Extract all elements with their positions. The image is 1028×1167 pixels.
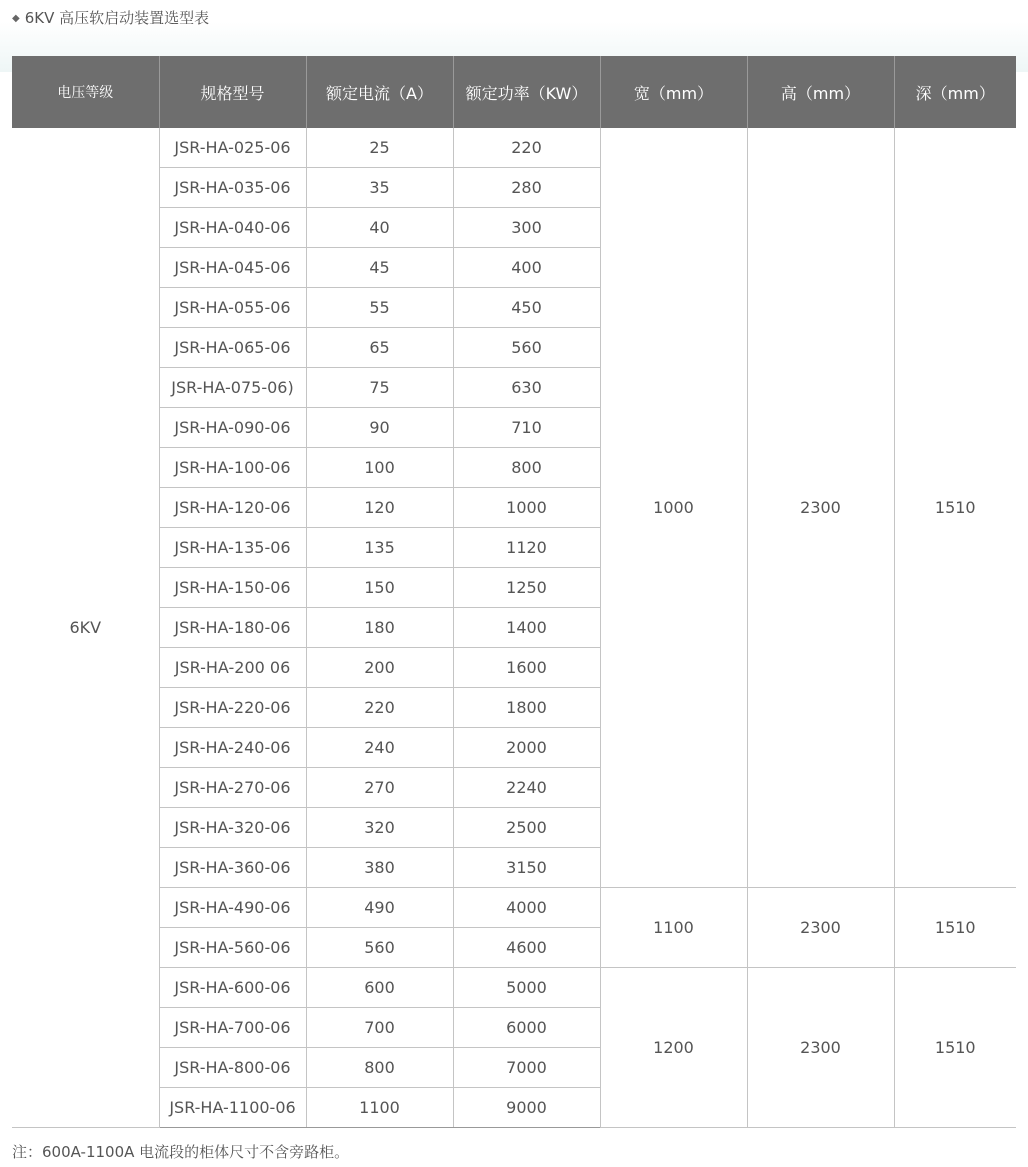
height-cell: 2300 xyxy=(747,968,894,1128)
model-cell: JSR-HA-040-06 xyxy=(159,208,306,248)
current-cell: 560 xyxy=(306,928,453,968)
header-current: 额定电流（A） xyxy=(306,56,453,128)
power-cell: 1400 xyxy=(453,608,600,648)
power-cell: 560 xyxy=(453,328,600,368)
model-cell: JSR-HA-320-06 xyxy=(159,808,306,848)
current-cell: 180 xyxy=(306,608,453,648)
table-row xyxy=(12,968,1016,1008)
power-cell: 1800 xyxy=(453,688,600,728)
model-cell: JSR-HA-035-06 xyxy=(159,168,306,208)
current-cell: 320 xyxy=(306,808,453,848)
header-width: 宽（mm） xyxy=(600,56,747,128)
power-cell: 300 xyxy=(453,208,600,248)
model-cell: JSR-HA-120-06 xyxy=(159,488,306,528)
current-cell: 700 xyxy=(306,1008,453,1048)
current-cell: 65 xyxy=(306,328,453,368)
model-cell: JSR-HA-075-06) xyxy=(159,368,306,408)
model-cell: JSR-HA-045-06 xyxy=(159,248,306,288)
header-model: 规格型号 xyxy=(159,56,306,128)
power-cell: 2000 xyxy=(453,728,600,768)
current-cell: 600 xyxy=(306,968,453,1008)
power-cell: 1600 xyxy=(453,648,600,688)
model-cell: JSR-HA-025-06 xyxy=(159,128,306,168)
current-cell: 25 xyxy=(306,128,453,168)
model-cell: JSR-HA-490-06 xyxy=(159,888,306,928)
page-title-text: 6KV 高压软启动装置选型表 xyxy=(24,9,210,27)
current-cell: 200 xyxy=(306,648,453,688)
current-cell: 220 xyxy=(306,688,453,728)
power-cell: 630 xyxy=(453,368,600,408)
power-cell: 1000 xyxy=(453,488,600,528)
current-cell: 100 xyxy=(306,448,453,488)
power-cell: 4600 xyxy=(453,928,600,968)
model-cell: JSR-HA-700-06 xyxy=(159,1008,306,1048)
current-cell: 75 xyxy=(306,368,453,408)
current-cell: 150 xyxy=(306,568,453,608)
model-cell: JSR-HA-600-06 xyxy=(159,968,306,1008)
model-cell: JSR-HA-150-06 xyxy=(159,568,306,608)
power-cell: 1120 xyxy=(453,528,600,568)
current-cell: 45 xyxy=(306,248,453,288)
model-cell: JSR-HA-055-06 xyxy=(159,288,306,328)
current-cell: 135 xyxy=(306,528,453,568)
width-cell: 1100 xyxy=(600,888,747,968)
current-cell: 490 xyxy=(306,888,453,928)
current-cell: 800 xyxy=(306,1048,453,1088)
model-cell: JSR-HA-560-06 xyxy=(159,928,306,968)
model-cell: JSR-HA-100-06 xyxy=(159,448,306,488)
model-cell: JSR-HA-135-06 xyxy=(159,528,306,568)
current-cell: 35 xyxy=(306,168,453,208)
model-cell: JSR-HA-180-06 xyxy=(159,608,306,648)
power-cell: 710 xyxy=(453,408,600,448)
current-cell: 240 xyxy=(306,728,453,768)
height-cell: 2300 xyxy=(747,128,894,888)
depth-cell: 1510 xyxy=(894,968,1016,1128)
current-cell: 90 xyxy=(306,408,453,448)
spec-table xyxy=(12,56,1016,1128)
power-cell: 220 xyxy=(453,128,600,168)
current-cell: 55 xyxy=(306,288,453,328)
diamond-bullet-icon: ◆ xyxy=(12,13,20,24)
power-cell: 4000 xyxy=(453,888,600,928)
power-cell: 2240 xyxy=(453,768,600,808)
power-cell: 3150 xyxy=(453,848,600,888)
table-row xyxy=(12,888,1016,928)
current-cell: 380 xyxy=(306,848,453,888)
voltage-cell: 6KV xyxy=(12,128,159,1128)
power-cell: 400 xyxy=(453,248,600,288)
table-header xyxy=(12,56,1016,128)
power-cell: 9000 xyxy=(453,1088,600,1128)
current-cell: 40 xyxy=(306,208,453,248)
model-cell: JSR-HA-240-06 xyxy=(159,728,306,768)
power-cell: 2500 xyxy=(453,808,600,848)
model-cell: JSR-HA-200 06 xyxy=(159,648,306,688)
height-cell: 2300 xyxy=(747,888,894,968)
page-title xyxy=(12,8,209,28)
current-cell: 270 xyxy=(306,768,453,808)
depth-cell: 1510 xyxy=(894,128,1016,888)
model-cell: JSR-HA-220-06 xyxy=(159,688,306,728)
header-height: 高（mm） xyxy=(747,56,894,128)
model-cell: JSR-HA-090-06 xyxy=(159,408,306,448)
table-body xyxy=(12,128,1016,1128)
power-cell: 6000 xyxy=(453,1008,600,1048)
header-depth: 深（mm） xyxy=(894,56,1016,128)
footnote: 注：600A-1100A 电流段的柜体尺寸不含旁路柜。 xyxy=(12,1143,350,1161)
power-cell: 280 xyxy=(453,168,600,208)
model-cell: JSR-HA-800-06 xyxy=(159,1048,306,1088)
current-cell: 120 xyxy=(306,488,453,528)
power-cell: 7000 xyxy=(453,1048,600,1088)
model-cell: JSR-HA-360-06 xyxy=(159,848,306,888)
power-cell: 800 xyxy=(453,448,600,488)
model-cell: JSR-HA-270-06 xyxy=(159,768,306,808)
power-cell: 450 xyxy=(453,288,600,328)
header-row xyxy=(12,56,1016,128)
power-cell: 1250 xyxy=(453,568,600,608)
current-cell: 1100 xyxy=(306,1088,453,1128)
depth-cell: 1510 xyxy=(894,888,1016,968)
model-cell: JSR-HA-065-06 xyxy=(159,328,306,368)
table-row xyxy=(12,128,1016,168)
model-cell: JSR-HA-1100-06 xyxy=(159,1088,306,1128)
width-cell: 1200 xyxy=(600,968,747,1128)
width-cell: 1000 xyxy=(600,128,747,888)
header-voltage: 电压等级 xyxy=(12,56,159,128)
power-cell: 5000 xyxy=(453,968,600,1008)
header-power: 额定功率（KW） xyxy=(453,56,600,128)
